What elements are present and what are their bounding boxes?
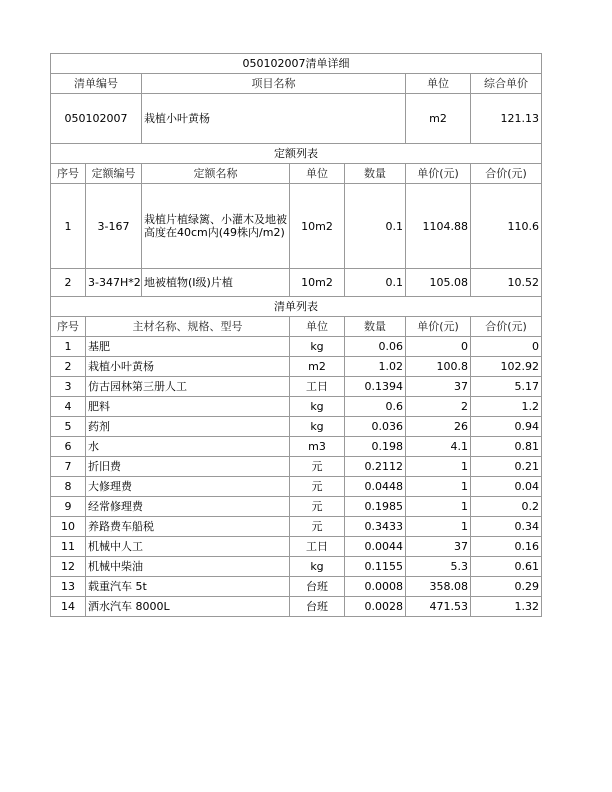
material-total: 0.2 bbox=[471, 497, 542, 517]
quota-header-unit: 单位 bbox=[290, 164, 345, 184]
quota-row bbox=[51, 269, 542, 297]
material-name: 水 bbox=[86, 437, 290, 457]
quota-header-name: 定额名称 bbox=[142, 164, 290, 184]
material-name: 载重汽车 5t bbox=[86, 577, 290, 597]
material-row bbox=[51, 337, 542, 357]
bill-row bbox=[51, 94, 542, 144]
material-total: 1.32 bbox=[471, 597, 542, 617]
bill-unit: m2 bbox=[406, 94, 471, 144]
material-row bbox=[51, 517, 542, 537]
material-price: 0 bbox=[406, 337, 471, 357]
bill-item-name: 栽植小叶黄杨 bbox=[142, 94, 406, 144]
material-no: 2 bbox=[51, 357, 86, 377]
material-qty: 0.2112 bbox=[345, 457, 406, 477]
material-row bbox=[51, 497, 542, 517]
material-no: 11 bbox=[51, 537, 86, 557]
material-no: 8 bbox=[51, 477, 86, 497]
material-qty: 0.1394 bbox=[345, 377, 406, 397]
quota-total: 10.52 bbox=[471, 269, 542, 297]
material-no: 6 bbox=[51, 437, 86, 457]
material-row bbox=[51, 557, 542, 577]
material-row bbox=[51, 477, 542, 497]
material-name: 养路费车船税 bbox=[86, 517, 290, 537]
material-row bbox=[51, 537, 542, 557]
material-total: 0.29 bbox=[471, 577, 542, 597]
material-total: 0.21 bbox=[471, 457, 542, 477]
quota-section-row bbox=[51, 144, 542, 164]
material-price: 4.1 bbox=[406, 437, 471, 457]
material-unit: kg bbox=[290, 417, 345, 437]
material-unit: 台班 bbox=[290, 577, 345, 597]
material-name: 折旧费 bbox=[86, 457, 290, 477]
quota-price: 105.08 bbox=[406, 269, 471, 297]
material-no: 1 bbox=[51, 337, 86, 357]
quota-name: 地被植物(I级)片植 bbox=[142, 269, 290, 297]
material-price: 37 bbox=[406, 377, 471, 397]
material-unit: 元 bbox=[290, 477, 345, 497]
material-name: 机械中柴油 bbox=[86, 557, 290, 577]
material-no: 13 bbox=[51, 577, 86, 597]
material-total: 0.16 bbox=[471, 537, 542, 557]
material-unit: 元 bbox=[290, 517, 345, 537]
material-price: 1 bbox=[406, 497, 471, 517]
material-row bbox=[51, 437, 542, 457]
material-row bbox=[51, 417, 542, 437]
material-name: 基肥 bbox=[86, 337, 290, 357]
quota-code: 3-347H*2 bbox=[86, 269, 142, 297]
material-price: 471.53 bbox=[406, 597, 471, 617]
material-qty: 0.0028 bbox=[345, 597, 406, 617]
material-qty: 0.1155 bbox=[345, 557, 406, 577]
material-name: 大修理费 bbox=[86, 477, 290, 497]
material-unit: m3 bbox=[290, 437, 345, 457]
material-no: 4 bbox=[51, 397, 86, 417]
material-qty: 0.06 bbox=[345, 337, 406, 357]
title-row bbox=[51, 54, 542, 74]
quota-name: 栽植片植绿篱、小灌木及地被高度在40cm内(49株内/m2) bbox=[142, 184, 290, 269]
header-bill-code: 清单编号 bbox=[51, 74, 142, 94]
material-header-no: 序号 bbox=[51, 317, 86, 337]
quota-header-row bbox=[51, 164, 542, 184]
bill-detail-table bbox=[50, 53, 542, 617]
quota-header-no: 序号 bbox=[51, 164, 86, 184]
material-no: 5 bbox=[51, 417, 86, 437]
material-unit: kg bbox=[290, 557, 345, 577]
material-name: 洒水汽车 8000L bbox=[86, 597, 290, 617]
material-unit: 工日 bbox=[290, 537, 345, 557]
material-header-qty: 数量 bbox=[345, 317, 406, 337]
material-price: 1 bbox=[406, 477, 471, 497]
quota-row bbox=[51, 184, 542, 269]
quota-header-code: 定额编号 bbox=[86, 164, 142, 184]
material-name: 栽植小叶黄杨 bbox=[86, 357, 290, 377]
quota-header-qty: 数量 bbox=[345, 164, 406, 184]
material-no: 3 bbox=[51, 377, 86, 397]
material-header-total: 合价(元) bbox=[471, 317, 542, 337]
material-header-price: 单价(元) bbox=[406, 317, 471, 337]
quota-no: 2 bbox=[51, 269, 86, 297]
material-unit: 元 bbox=[290, 457, 345, 477]
material-name: 肥料 bbox=[86, 397, 290, 417]
material-total: 1.2 bbox=[471, 397, 542, 417]
material-unit: kg bbox=[290, 337, 345, 357]
material-unit: 台班 bbox=[290, 597, 345, 617]
header-unit: 单位 bbox=[406, 74, 471, 94]
material-row bbox=[51, 577, 542, 597]
material-list bbox=[51, 337, 542, 617]
material-price: 358.08 bbox=[406, 577, 471, 597]
material-price: 26 bbox=[406, 417, 471, 437]
quota-section-title: 定额列表 bbox=[51, 144, 542, 164]
material-unit: m2 bbox=[290, 357, 345, 377]
material-price: 1 bbox=[406, 517, 471, 537]
material-qty: 0.1985 bbox=[345, 497, 406, 517]
quota-unit: 10m2 bbox=[290, 269, 345, 297]
material-section-row bbox=[51, 297, 542, 317]
material-qty: 0.0448 bbox=[345, 477, 406, 497]
material-unit: 元 bbox=[290, 497, 345, 517]
material-unit: 工日 bbox=[290, 377, 345, 397]
quota-header-total: 合价(元) bbox=[471, 164, 542, 184]
material-no: 10 bbox=[51, 517, 86, 537]
material-price: 5.3 bbox=[406, 557, 471, 577]
material-header-name: 主材名称、规格、型号 bbox=[86, 317, 290, 337]
material-total: 0.04 bbox=[471, 477, 542, 497]
material-qty: 0.6 bbox=[345, 397, 406, 417]
material-row bbox=[51, 457, 542, 477]
material-section-title: 清单列表 bbox=[51, 297, 542, 317]
material-name: 机械中人工 bbox=[86, 537, 290, 557]
bill-header-row bbox=[51, 74, 542, 94]
material-price: 37 bbox=[406, 537, 471, 557]
material-header-unit: 单位 bbox=[290, 317, 345, 337]
material-total: 0.94 bbox=[471, 417, 542, 437]
material-qty: 0.036 bbox=[345, 417, 406, 437]
material-total: 0.34 bbox=[471, 517, 542, 537]
material-price: 1 bbox=[406, 457, 471, 477]
material-row bbox=[51, 397, 542, 417]
material-price: 2 bbox=[406, 397, 471, 417]
material-total: 102.92 bbox=[471, 357, 542, 377]
quota-no: 1 bbox=[51, 184, 86, 269]
quota-qty: 0.1 bbox=[345, 269, 406, 297]
material-name: 药剂 bbox=[86, 417, 290, 437]
bill-code: 050102007 bbox=[51, 94, 142, 144]
material-row bbox=[51, 357, 542, 377]
material-name: 仿古园林第三册人工 bbox=[86, 377, 290, 397]
quota-qty: 0.1 bbox=[345, 184, 406, 269]
material-price: 100.8 bbox=[406, 357, 471, 377]
header-item-name: 项目名称 bbox=[142, 74, 406, 94]
material-total: 5.17 bbox=[471, 377, 542, 397]
quota-unit: 10m2 bbox=[290, 184, 345, 269]
material-total: 0 bbox=[471, 337, 542, 357]
material-qty: 0.3433 bbox=[345, 517, 406, 537]
material-no: 14 bbox=[51, 597, 86, 617]
material-qty: 1.02 bbox=[345, 357, 406, 377]
material-qty: 0.198 bbox=[345, 437, 406, 457]
quota-code: 3-167 bbox=[86, 184, 142, 269]
quota-header-price: 单价(元) bbox=[406, 164, 471, 184]
material-unit: kg bbox=[290, 397, 345, 417]
bill-unit-price: 121.13 bbox=[471, 94, 542, 144]
header-unit-price: 综合单价 bbox=[471, 74, 542, 94]
material-header-row bbox=[51, 317, 542, 337]
material-no: 12 bbox=[51, 557, 86, 577]
material-name: 经常修理费 bbox=[86, 497, 290, 517]
quota-total: 110.6 bbox=[471, 184, 542, 269]
quota-price: 1104.88 bbox=[406, 184, 471, 269]
material-total: 0.81 bbox=[471, 437, 542, 457]
material-row bbox=[51, 377, 542, 397]
material-row bbox=[51, 597, 542, 617]
material-no: 7 bbox=[51, 457, 86, 477]
material-qty: 0.0044 bbox=[345, 537, 406, 557]
material-total: 0.61 bbox=[471, 557, 542, 577]
sheet-title: 050102007清单详细 bbox=[51, 54, 542, 74]
material-qty: 0.0008 bbox=[345, 577, 406, 597]
material-no: 9 bbox=[51, 497, 86, 517]
